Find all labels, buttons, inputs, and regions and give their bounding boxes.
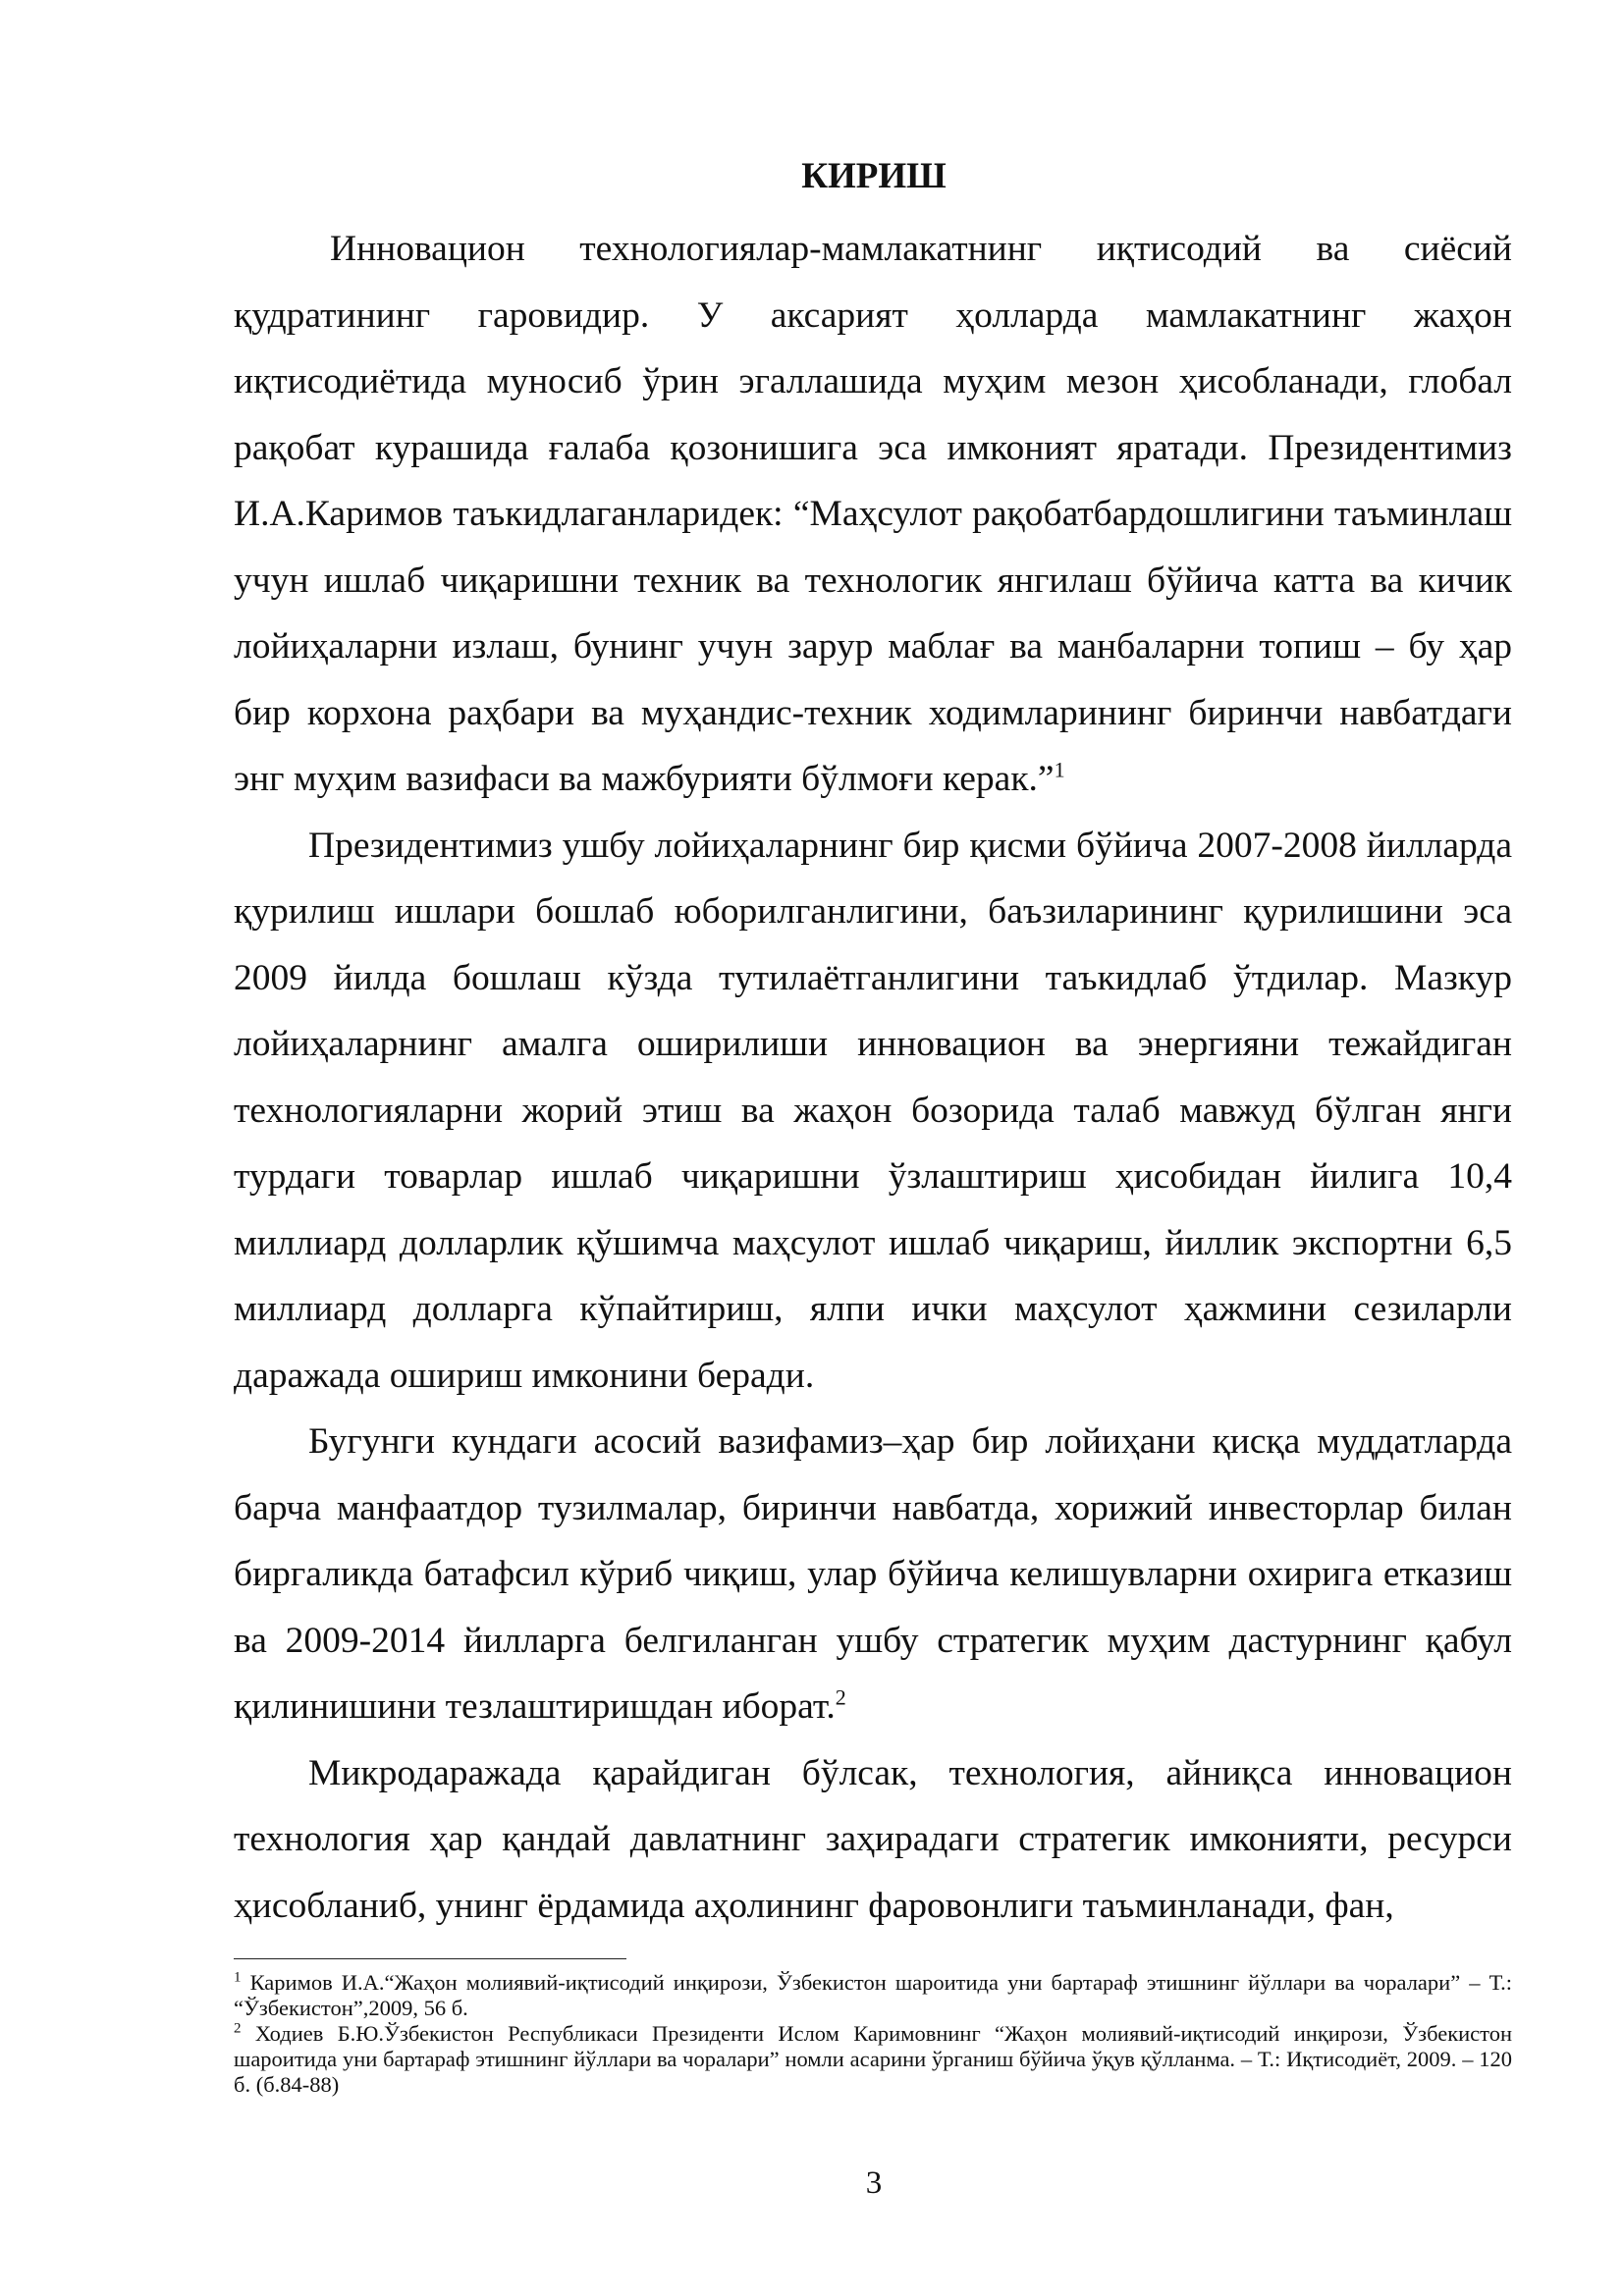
section-heading: КИРИШ: [801, 156, 947, 196]
page-number: 3: [865, 2165, 883, 2201]
paragraph-3: [234, 1409, 1512, 1740]
paragraph-4: [234, 1740, 1512, 1940]
footnote-1-text: Каримов И.А.“Жаҳон молиявий-иқтисодий инқирози, Ўзбекистон шароитида уни бартараф этишнинг йўллари ва чоралари” – Т.: “Ўзбекистон”,2009, 56 б.: [234, 1970, 1512, 2020]
paragraph-4-text: Микродаражада қарайдиган бўлсак, технология, айниқса инновацион технология ҳар қандай давлатнинг заҳирадаги стратегик имконияти, ресурси ҳисобланиб, унинг ёрдамида аҳолининг фаровонлиги таъминланади, фан,: [234, 1752, 1512, 1926]
footnote-2: [234, 2021, 1512, 2098]
paragraph-2: [234, 813, 1512, 1410]
paragraph-3-text: Бугунги кундаги асосий вазифамиз–ҳар бир лойиҳани қисқа муддатларда барча манфаатдор тузилмалар, биринчи навбатда, хорижий инвесторлар билан биргаликда батафсил кўриб чиқиш, улар бўйича келишувларни охирига етказиш ва 2009-2014 йилларга белгиланган ушбу стратегик муҳим дастурнинг қабул қилинишини тезлаштиришдан иборат.: [234, 1421, 1512, 1727]
footnote-1: [234, 1970, 1512, 2021]
paragraph-1-text: Инновацион технологиялар-мамлакатнинг иқтисодий ва сиёсий қудратининг гаровидир. У аксарият ҳолларда мамлакатнинг жаҳон иқтисодиётида муносиб ўрин эгаллашида муҳим мезон ҳисобланади, глобал рақобат курашида ғалаба қозонишига эса имконият яратади. Президентимиз И.А.Каримов таъкидлаганларидек: “Маҳсулот рақобатбардошлигини таъминлаш учун ишлаб чиқаришни техник ва технологик янгилаш бўйича катта ва кичик лойиҳаларни излаш, бунинг учун зарур маблағ ва манбаларни топиш – бу ҳар бир корхона раҳбари ва муҳандис-техник ходимларининг биринчи навбатдаги энг муҳим вазифаси ва мажбурияти бўлмоғи керак.”: [234, 229, 1512, 799]
footnote-separator: [234, 1958, 626, 1959]
paragraph-2-text: Президентимиз ушбу лойиҳаларнинг бир қисми бўйича 2007-2008 йилларда қурилиш ишлари бошлаб юборилганлигини, баъзиларининг қурилишини эса 2009 йилда бошлаш кўзда тутилаётганлигини таъкидлаб ўтдилар. Мазкур лойиҳаларнинг амалга оширилиши инновацион ва энергияни тежайдиган технологияларни жорий этиш ва жаҳон бозорида талаб мавжуд бўлган янги турдаги товарлар ишлаб чиқаришни ўзлаштириш ҳисобидан йилига 10,4 миллиард долларлик қўшимча маҳсулот ишлаб чиқариш, йиллик экспортни 6,5 миллиард долларга кўпайтириш, ялпи ички маҳсулот ҳажмини сезиларли даражада ошириш имконини беради.: [234, 825, 1512, 1396]
footnote-ref-1: 1: [1054, 757, 1065, 782]
footnotes: [234, 1970, 1512, 2098]
footnote-2-mark: 2: [234, 2020, 242, 2037]
footnote-1-mark: 1: [234, 1969, 242, 1986]
footnote-2-text: Ходиев Б.Ю.Ўзбекистон Республикаси Президенти Ислом Каримовнинг “Жаҳон молиявий-иқтисодий инқирози, Ўзбекистон шароитида уни бартараф этишнинг йўллари ва чоралари” номли асарини ўрганиш бўйича ўқув қўлланма. – Т.: Иқтисодиёт, 2009. – 120 б. (б.84-88): [234, 2021, 1512, 2097]
body-text: [234, 216, 1512, 1939]
paragraph-1: [234, 216, 1512, 813]
footnote-ref-2: 2: [835, 1684, 846, 1710]
